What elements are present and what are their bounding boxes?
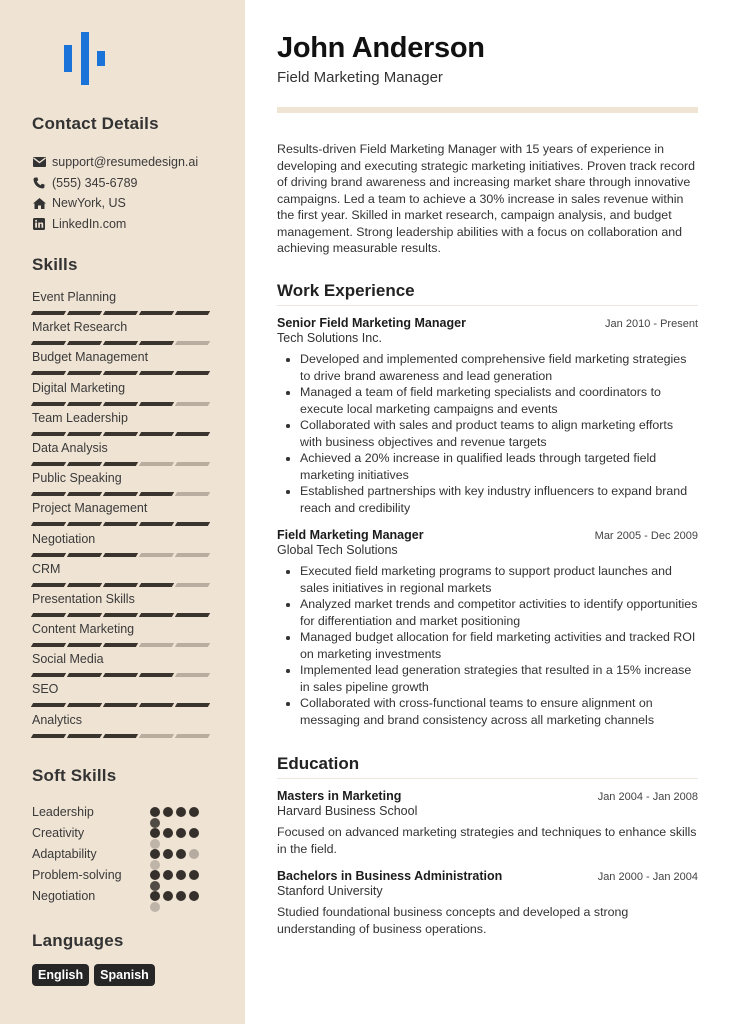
- level-segment: [175, 402, 210, 406]
- level-segment: [175, 673, 210, 677]
- level-segment: [175, 462, 210, 466]
- job-bullet: Implemented lead generation strategies that resulted in a 15% increase in sales pipeline growth: [277, 662, 698, 695]
- candidate-name: John Anderson: [277, 32, 485, 64]
- job-bullets: [277, 351, 698, 516]
- skill-level-bar: [32, 673, 217, 677]
- skill-item: [32, 410, 217, 440]
- level-segment: [175, 311, 210, 315]
- skill-name: Event Planning: [32, 290, 117, 304]
- level-segment: [139, 432, 174, 436]
- job-entry: [277, 528, 698, 728]
- level-segment: [31, 462, 66, 466]
- skill-item: [32, 531, 217, 561]
- education-description: Focused on advanced marketing strategies and techniques to enhance skills in the field.: [277, 825, 697, 856]
- rating-dot: [189, 870, 199, 880]
- soft-skill-name: Problem-solving: [32, 867, 122, 882]
- rating-dot: [150, 828, 160, 838]
- contact-linkedin[interactable]: [32, 214, 198, 235]
- soft-skill-item: [32, 885, 207, 906]
- skill-level-bar: [32, 553, 217, 557]
- job-dates: Jan 2010 - Present: [605, 318, 698, 330]
- level-segment: [67, 462, 102, 466]
- contact-location: [32, 193, 198, 214]
- skill-name: Public Speaking: [32, 471, 122, 486]
- rating-dot: [189, 891, 199, 901]
- contact-heading: Contact Details: [32, 114, 159, 133]
- job-title: Field Marketing Manager: [277, 528, 424, 542]
- contact-phone-text: (555) 345-6789: [52, 175, 138, 190]
- level-segment: [67, 522, 102, 526]
- skill-name: Market Research: [32, 320, 128, 335]
- skill-level-bar: [32, 734, 217, 738]
- skill-level-bar: [32, 643, 217, 647]
- skill-name: CRM: [32, 561, 61, 576]
- level-segment: [175, 643, 210, 647]
- section-divider: [277, 778, 698, 779]
- level-segment: [31, 371, 66, 375]
- rating-dot: [189, 849, 199, 859]
- soft-skill-item: [32, 801, 207, 822]
- level-segment: [139, 311, 174, 315]
- skill-level-bar: [32, 522, 217, 526]
- job-entry: [277, 316, 698, 516]
- job-dates: Mar 2005 - Dec 2009: [594, 530, 698, 542]
- level-segment: [67, 492, 102, 496]
- job-bullet: Executed field marketing programs to support product launches and sales initiatives in regional markets: [277, 563, 698, 596]
- job-bullet: Managed a team of field marketing specialists and coordinators to execute local marketing campaigns and events: [277, 384, 698, 417]
- level-segment: [103, 371, 138, 375]
- level-segment: [175, 371, 210, 375]
- skill-level-bar: [32, 462, 217, 466]
- level-segment: [103, 462, 138, 466]
- level-segment: [67, 311, 102, 315]
- soft-skill-rating: [150, 891, 199, 901]
- level-segment: [67, 703, 102, 707]
- level-segment: [31, 643, 66, 647]
- language-badge: English: [32, 964, 89, 986]
- skill-item: [32, 651, 217, 681]
- level-segment: [103, 703, 138, 707]
- skill-level-bar: [32, 432, 217, 436]
- rating-dot: [163, 828, 173, 838]
- level-segment: [175, 522, 210, 526]
- contact-phone[interactable]: [32, 173, 198, 194]
- rating-dot: [150, 902, 160, 912]
- contact-list: [32, 152, 198, 234]
- rating-dot: [176, 849, 186, 859]
- level-segment: [103, 492, 138, 496]
- level-segment: [175, 734, 210, 738]
- skill-item: [32, 470, 217, 500]
- sidebar: [0, 0, 245, 1024]
- level-segment: [31, 311, 66, 315]
- envelope-icon: [32, 156, 46, 168]
- level-segment: [139, 371, 174, 375]
- job-bullet: Achieved a 20% increase in qualified leads through targeted field marketing initiatives: [277, 450, 698, 483]
- job-bullet: Established partnerships with key industry influencers to expand brand reach and credibility: [277, 483, 698, 516]
- job-company: Tech Solutions Inc.: [277, 331, 382, 345]
- skill-item: [32, 349, 217, 379]
- level-segment: [67, 613, 102, 617]
- level-segment: [31, 553, 66, 557]
- education-description: Studied foundational business concepts and developed a strong understanding of business operations.: [277, 905, 629, 936]
- skill-item: [32, 591, 217, 621]
- job-bullet: Developed and implemented comprehensive field marketing strategies to drive brand awareness and lead generation: [277, 351, 698, 384]
- job-title: Senior Field Marketing Manager: [277, 316, 466, 330]
- job-bullet: Collaborated with sales and product teams to align marketing efforts with business objectives and revenue targets: [277, 417, 698, 450]
- degree-title: Bachelors in Business Administration: [277, 869, 503, 883]
- level-segment: [139, 462, 174, 466]
- rating-dot: [150, 870, 160, 880]
- level-segment: [67, 643, 102, 647]
- level-segment: [139, 613, 174, 617]
- level-segment: [139, 734, 174, 738]
- level-segment: [31, 402, 66, 406]
- skill-name: Presentation Skills: [32, 591, 135, 606]
- level-segment: [139, 643, 174, 647]
- level-segment: [67, 673, 102, 677]
- level-segment: [31, 613, 66, 617]
- education-heading: Education: [277, 754, 360, 773]
- contact-email-text: support@resumedesign.ai: [52, 155, 199, 170]
- rating-dot: [189, 807, 199, 817]
- languages-list: [32, 964, 155, 986]
- level-segment: [103, 613, 138, 617]
- job-company: Global Tech Solutions: [277, 543, 398, 557]
- level-segment: [31, 673, 66, 677]
- level-segment: [67, 583, 102, 587]
- skill-name: Project Management: [32, 501, 148, 516]
- level-segment: [31, 583, 66, 587]
- contact-location-text: NewYork, US: [52, 196, 126, 211]
- candidate-title: Field Marketing Manager: [277, 69, 443, 86]
- rating-dot: [163, 870, 173, 880]
- skill-item: [32, 500, 217, 530]
- level-segment: [31, 492, 66, 496]
- level-segment: [103, 432, 138, 436]
- level-segment: [175, 583, 210, 587]
- level-segment: [67, 432, 102, 436]
- rating-dot: [163, 807, 173, 817]
- soft-skill-rating: [150, 807, 199, 817]
- school-name: Stanford University: [277, 884, 383, 898]
- rating-dot: [150, 807, 160, 817]
- skill-name: Digital Marketing: [32, 380, 126, 395]
- education-entry: [277, 869, 698, 937]
- skill-item: [32, 561, 217, 591]
- level-segment: [175, 492, 210, 496]
- level-segment: [175, 341, 210, 345]
- level-segment: [31, 703, 66, 707]
- skill-level-bar: [32, 311, 217, 315]
- level-segment: [67, 341, 102, 345]
- skill-name: Negotiation: [32, 531, 96, 546]
- soft-skill-name: Adaptability: [32, 846, 97, 861]
- skill-level-bar: [32, 341, 217, 345]
- rating-dot: [176, 870, 186, 880]
- skill-level-bar: [32, 402, 217, 406]
- skills-heading: Skills: [32, 255, 78, 274]
- section-divider: [277, 305, 698, 306]
- education-dates: Jan 2004 - Jan 2008: [597, 791, 698, 803]
- rating-dot: [176, 807, 186, 817]
- rating-dot: [150, 849, 160, 859]
- skill-level-bar: [32, 613, 217, 617]
- skill-level-bar: [32, 703, 217, 707]
- level-segment: [31, 734, 66, 738]
- skill-item: [32, 712, 217, 742]
- level-segment: [31, 522, 66, 526]
- rating-dot: [163, 849, 173, 859]
- job-bullet: Collaborated with cross-functional teams to ensure alignment on messaging and brand consistency across all marketing channels: [277, 695, 698, 728]
- level-segment: [67, 402, 102, 406]
- skill-item: [32, 289, 217, 319]
- rating-dot: [176, 891, 186, 901]
- skill-name: Budget Management: [32, 350, 149, 365]
- level-segment: [139, 522, 174, 526]
- education-dates: Jan 2000 - Jan 2004: [597, 871, 698, 883]
- header-divider: [277, 107, 698, 113]
- level-segment: [103, 643, 138, 647]
- contact-linkedin-text: LinkedIn.com: [52, 216, 127, 231]
- skill-item: [32, 681, 217, 711]
- education-entry: [277, 789, 698, 857]
- rating-dot: [189, 828, 199, 838]
- soft-skill-rating: [150, 870, 199, 880]
- skill-name: Data Analysis: [32, 440, 108, 455]
- soft-skill-name: Negotiation: [32, 888, 96, 903]
- skill-name: Analytics: [32, 712, 83, 727]
- level-segment: [139, 703, 174, 707]
- phone-icon: [32, 177, 46, 189]
- level-segment: [139, 492, 174, 496]
- level-segment: [139, 402, 174, 406]
- level-segment: [175, 553, 210, 557]
- rating-dot: [150, 891, 160, 901]
- school-name: Harvard Business School: [277, 804, 418, 818]
- job-bullet: Managed budget allocation for field marketing activities and tracked ROI on marketing investments: [277, 629, 698, 662]
- level-segment: [103, 522, 138, 526]
- skill-item: [32, 380, 217, 410]
- level-segment: [103, 734, 138, 738]
- level-segment: [139, 553, 174, 557]
- contact-email[interactable]: [32, 152, 198, 173]
- soft-skill-item: [32, 843, 207, 864]
- main-content: [245, 0, 730, 1024]
- job-bullet: Analyzed market trends and competitor activities to identify opportunities for differentiation and market positioning: [277, 596, 698, 629]
- level-segment: [67, 553, 102, 557]
- profile-summary: Results-driven Field Marketing Manager with 15 years of experience in developing and executing strategic marketing initiatives. Proven track record of driving brand awareness and increasing market share through innovative campaigns. Led a team to achieve a 30% increase in sales revenue within the first year. Skilled in market research, campaign analysis, and budget management. Strong leadership abilities with a focus on collaboration and achieving measurable results.: [277, 142, 696, 255]
- linkedin-icon: [32, 218, 46, 230]
- level-segment: [139, 341, 174, 345]
- level-segment: [175, 432, 210, 436]
- skill-name: SEO: [32, 682, 59, 697]
- level-segment: [103, 341, 138, 345]
- skill-name: Social Media: [32, 652, 104, 667]
- level-segment: [175, 703, 210, 707]
- level-segment: [103, 673, 138, 677]
- skill-item: [32, 319, 217, 349]
- skill-level-bar: [32, 492, 217, 496]
- soft-skill-item: [32, 864, 207, 885]
- rating-dot: [176, 828, 186, 838]
- soft-skill-name: Leadership: [32, 804, 94, 819]
- home-icon: [32, 197, 46, 209]
- skill-level-bar: [32, 371, 217, 375]
- soft-skill-item: [32, 822, 207, 843]
- language-badge: Spanish: [94, 964, 155, 986]
- level-segment: [139, 673, 174, 677]
- skill-name: Team Leadership: [32, 410, 128, 425]
- level-segment: [139, 583, 174, 587]
- degree-title: Masters in Marketing: [277, 789, 402, 803]
- job-bullets: [277, 563, 698, 728]
- soft-skill-rating: [150, 849, 199, 859]
- skills-list: [32, 289, 217, 742]
- skill-item: [32, 440, 217, 470]
- level-segment: [103, 553, 138, 557]
- work-experience-heading: Work Experience: [277, 281, 415, 300]
- soft-skill-name: Creativity: [32, 825, 85, 840]
- logo-icon: [64, 32, 108, 86]
- skill-name: Content Marketing: [32, 622, 135, 637]
- soft-skills-list: [32, 801, 207, 906]
- level-segment: [31, 341, 66, 345]
- level-segment: [67, 734, 102, 738]
- skill-item: [32, 621, 217, 651]
- soft-skills-heading: Soft Skills: [32, 766, 117, 785]
- level-segment: [67, 371, 102, 375]
- skill-level-bar: [32, 583, 217, 587]
- level-segment: [103, 311, 138, 315]
- level-segment: [175, 613, 210, 617]
- level-segment: [31, 432, 66, 436]
- soft-skill-rating: [150, 828, 199, 838]
- level-segment: [103, 583, 138, 587]
- level-segment: [103, 402, 138, 406]
- languages-heading: Languages: [32, 931, 124, 950]
- rating-dot: [163, 891, 173, 901]
